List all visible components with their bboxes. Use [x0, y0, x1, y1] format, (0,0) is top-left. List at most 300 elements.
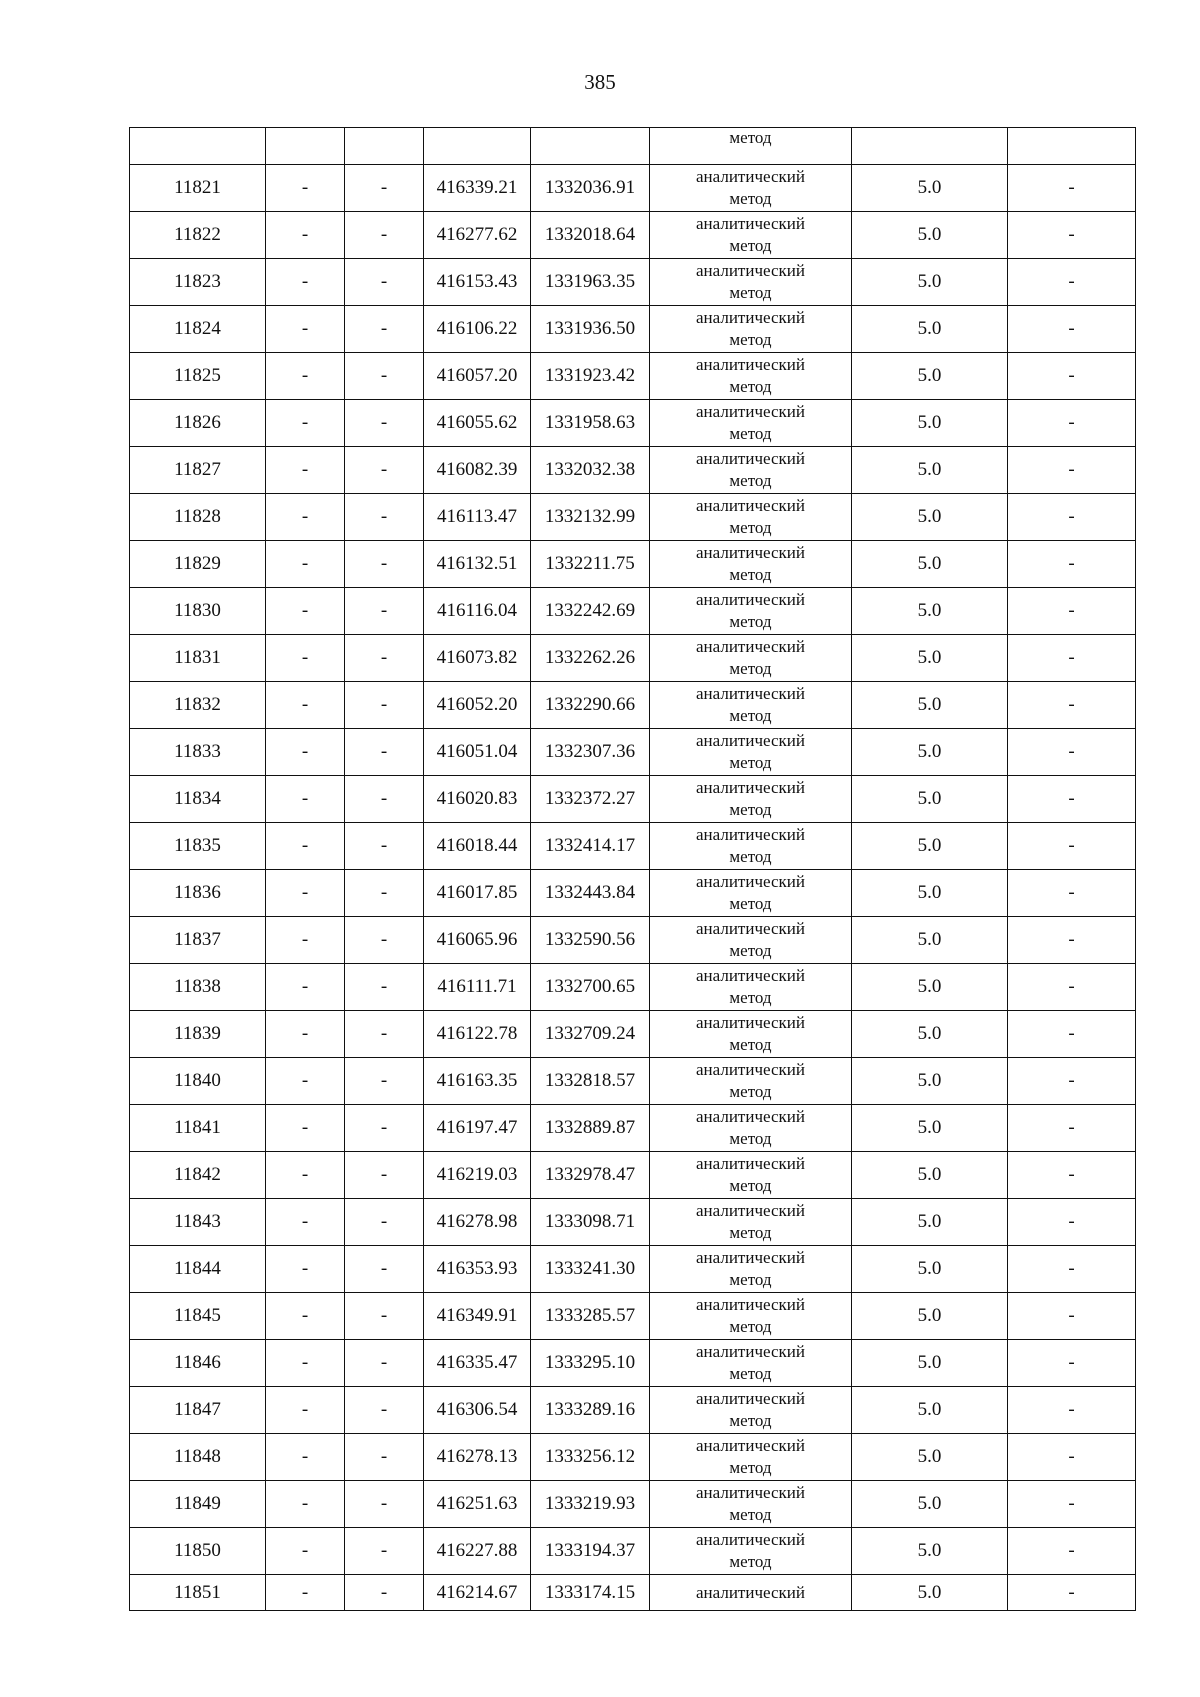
cell-accuracy: 5.0 — [852, 776, 1008, 823]
method-line-2: метод — [729, 847, 772, 866]
method-line-1: аналитический — [696, 167, 805, 186]
cell-note: - — [1008, 1434, 1136, 1481]
method-line-1: аналитический — [696, 1013, 805, 1032]
cell-x: 416065.96 — [424, 917, 531, 964]
cell-a: - — [266, 1528, 345, 1575]
cell-y: 1333174.15 — [531, 1575, 650, 1611]
cell-y: 1333295.10 — [531, 1340, 650, 1387]
method-line-2: метод — [729, 706, 772, 725]
cell-b: - — [345, 1293, 424, 1340]
cell-y: 1332242.69 — [531, 588, 650, 635]
cell-x: 416278.98 — [424, 1199, 531, 1246]
cell-b — [345, 128, 424, 165]
method-line-2: метод — [729, 1505, 772, 1524]
table-row — [130, 165, 1136, 212]
method-line-2: метод — [729, 424, 772, 443]
cell-accuracy: 5.0 — [852, 165, 1008, 212]
cell-accuracy: 5.0 — [852, 1481, 1008, 1528]
method-line-2: метод — [729, 330, 772, 349]
cell-method — [650, 165, 852, 212]
cell-point-id: 11838 — [130, 964, 266, 1011]
cell-a: - — [266, 259, 345, 306]
cell-x: 416227.88 — [424, 1528, 531, 1575]
method-line-1: аналитический — [696, 1389, 805, 1408]
cell-method — [650, 353, 852, 400]
cell-y: 1332290.66 — [531, 682, 650, 729]
page-number: 385 — [584, 70, 616, 94]
method-line-1: аналитический — [696, 1530, 805, 1549]
cell-point-id: 11845 — [130, 1293, 266, 1340]
cell-b: - — [345, 212, 424, 259]
table-row — [130, 776, 1136, 823]
cell-y: 1332372.27 — [531, 776, 650, 823]
cell-b: - — [345, 353, 424, 400]
cell-x: 416055.62 — [424, 400, 531, 447]
table-row — [130, 1387, 1136, 1434]
method-line-1: аналитический — [696, 872, 805, 891]
cell-accuracy: 5.0 — [852, 682, 1008, 729]
cell-accuracy: 5.0 — [852, 964, 1008, 1011]
method-line-2: метод — [729, 128, 772, 147]
cell-accuracy: 5.0 — [852, 400, 1008, 447]
table-row — [130, 1011, 1136, 1058]
method-line-1: аналитический — [696, 1342, 805, 1361]
cell-method — [650, 917, 852, 964]
cell-a: - — [266, 1387, 345, 1434]
cell-a: - — [266, 165, 345, 212]
cell-point-id: 11848 — [130, 1434, 266, 1481]
cell-point-id: 11842 — [130, 1152, 266, 1199]
cell-b: - — [345, 494, 424, 541]
cell-y: 1332414.17 — [531, 823, 650, 870]
table-body — [130, 128, 1136, 1611]
cell-method — [650, 447, 852, 494]
cell-accuracy: 5.0 — [852, 259, 1008, 306]
cell-method — [650, 1011, 852, 1058]
cell-method — [650, 1152, 852, 1199]
cell-accuracy: 5.0 — [852, 1575, 1008, 1611]
cell-x: 416219.03 — [424, 1152, 531, 1199]
cell-note: - — [1008, 776, 1136, 823]
cell-b: - — [345, 1011, 424, 1058]
cell-method — [650, 870, 852, 917]
cell-point-id: 11830 — [130, 588, 266, 635]
table-row — [130, 635, 1136, 682]
cell-y: 1332132.99 — [531, 494, 650, 541]
cell-point-id: 11829 — [130, 541, 266, 588]
table-row — [130, 306, 1136, 353]
cell-note: - — [1008, 1481, 1136, 1528]
method-line-1: аналитический — [696, 1483, 805, 1502]
cell-a: - — [266, 635, 345, 682]
cell-a: - — [266, 1575, 345, 1611]
cell-note: - — [1008, 823, 1136, 870]
cell-y: 1332443.84 — [531, 870, 650, 917]
method-line-2: метод — [729, 1129, 772, 1148]
cell-point-id: 11846 — [130, 1340, 266, 1387]
cell-y: 1332211.75 — [531, 541, 650, 588]
cell-b: - — [345, 1575, 424, 1611]
table-row — [130, 588, 1136, 635]
cell-b: - — [345, 1340, 424, 1387]
method-line-2: метод — [729, 1552, 772, 1571]
cell-a: - — [266, 1340, 345, 1387]
table-row — [130, 682, 1136, 729]
cell-b: - — [345, 1152, 424, 1199]
method-line-1: аналитический — [696, 1060, 805, 1079]
cell-b: - — [345, 1246, 424, 1293]
cell-y: 1331963.35 — [531, 259, 650, 306]
method-line-1: аналитический — [696, 261, 805, 280]
method-line-2: метод — [729, 894, 772, 913]
cell-x: 416113.47 — [424, 494, 531, 541]
cell-x: 416017.85 — [424, 870, 531, 917]
method-line-1: аналитический — [696, 778, 805, 797]
cell-point-id: 11849 — [130, 1481, 266, 1528]
cell-accuracy: 5.0 — [852, 823, 1008, 870]
cell-y: 1333289.16 — [531, 1387, 650, 1434]
method-line-2: метод — [729, 236, 772, 255]
cell-a: - — [266, 964, 345, 1011]
method-line-1: аналитический — [696, 1201, 805, 1220]
method-line-2: метод — [729, 283, 772, 302]
cell-note: - — [1008, 1058, 1136, 1105]
table-row — [130, 964, 1136, 1011]
cell-y: 1332307.36 — [531, 729, 650, 776]
method-line-1: аналитический — [696, 1436, 805, 1455]
cell-accuracy: 5.0 — [852, 1105, 1008, 1152]
cell-note: - — [1008, 1528, 1136, 1575]
cell-x: 416277.62 — [424, 212, 531, 259]
cell-y: 1331958.63 — [531, 400, 650, 447]
cell-note: - — [1008, 353, 1136, 400]
cell-method — [650, 128, 852, 165]
cell-b: - — [345, 1058, 424, 1105]
cell-accuracy: 5.0 — [852, 1199, 1008, 1246]
cell-accuracy: 5.0 — [852, 353, 1008, 400]
cell-accuracy: 5.0 — [852, 1011, 1008, 1058]
cell-note: - — [1008, 1152, 1136, 1199]
method-line-1: аналитический — [696, 402, 805, 421]
cell-y: 1332978.47 — [531, 1152, 650, 1199]
cell-b: - — [345, 682, 424, 729]
cell-note: - — [1008, 1105, 1136, 1152]
cell-note: - — [1008, 494, 1136, 541]
method-line-2: метод — [729, 1035, 772, 1054]
cell-b: - — [345, 870, 424, 917]
cell-y: 1332709.24 — [531, 1011, 650, 1058]
cell-x: 416073.82 — [424, 635, 531, 682]
cell-y: 1333194.37 — [531, 1528, 650, 1575]
cell-point-id: 11839 — [130, 1011, 266, 1058]
table-row — [130, 1575, 1136, 1611]
table-row — [130, 1152, 1136, 1199]
cell-y: 1332018.64 — [531, 212, 650, 259]
cell-note: - — [1008, 729, 1136, 776]
method-line-1: аналитический — [696, 1107, 805, 1126]
cell-accuracy: 5.0 — [852, 212, 1008, 259]
method-line-2: метод — [729, 1364, 772, 1383]
cell-x: 416163.35 — [424, 1058, 531, 1105]
cell-accuracy: 5.0 — [852, 1152, 1008, 1199]
table-row — [130, 447, 1136, 494]
table-row — [130, 917, 1136, 964]
cell-note: - — [1008, 259, 1136, 306]
cell-y: 1332036.91 — [531, 165, 650, 212]
cell-method — [650, 1199, 852, 1246]
cell-b: - — [345, 165, 424, 212]
table-row — [130, 353, 1136, 400]
cell-x: 416339.21 — [424, 165, 531, 212]
cell-note: - — [1008, 165, 1136, 212]
method-line-2: метод — [729, 612, 772, 631]
method-line-1: аналитический — [696, 496, 805, 515]
cell-b: - — [345, 1387, 424, 1434]
cell-method — [650, 1246, 852, 1293]
cell-note: - — [1008, 400, 1136, 447]
cell-method — [650, 635, 852, 682]
cell-note: - — [1008, 212, 1136, 259]
cell-accuracy: 5.0 — [852, 1434, 1008, 1481]
cell-point-id: 11824 — [130, 306, 266, 353]
method-line-1: аналитический — [696, 919, 805, 938]
method-line-1: аналитический — [696, 590, 805, 609]
method-line-1: аналитический — [696, 1154, 805, 1173]
table-row — [130, 212, 1136, 259]
cell-a: - — [266, 1481, 345, 1528]
cell-y: 1333219.93 — [531, 1481, 650, 1528]
table-row — [130, 1528, 1136, 1575]
table-row — [130, 1246, 1136, 1293]
cell-b: - — [345, 1199, 424, 1246]
cell-accuracy: 5.0 — [852, 1340, 1008, 1387]
cell-b: - — [345, 964, 424, 1011]
cell-note: - — [1008, 870, 1136, 917]
cell-method — [650, 823, 852, 870]
cell-y: 1333285.57 — [531, 1293, 650, 1340]
cell-a: - — [266, 588, 345, 635]
cell-a: - — [266, 1246, 345, 1293]
table-row — [130, 870, 1136, 917]
cell-method — [650, 1575, 852, 1611]
cell-accuracy — [852, 128, 1008, 165]
method-line-1: аналитический — [696, 1248, 805, 1267]
method-line-2: метод — [729, 800, 772, 819]
cell-x: 416122.78 — [424, 1011, 531, 1058]
cell-y: 1332032.38 — [531, 447, 650, 494]
cell-accuracy: 5.0 — [852, 494, 1008, 541]
cell-method — [650, 1105, 852, 1152]
cell-note: - — [1008, 447, 1136, 494]
cell-note: - — [1008, 1340, 1136, 1387]
cell-b: - — [345, 635, 424, 682]
cell-a: - — [266, 1011, 345, 1058]
method-line-1: аналитический — [696, 1295, 805, 1314]
cell-x: 416116.04 — [424, 588, 531, 635]
cell-note: - — [1008, 588, 1136, 635]
method-line-1: аналитический — [696, 825, 805, 844]
method-line-2: метод — [729, 1458, 772, 1477]
cell-note: - — [1008, 682, 1136, 729]
cell-point-id: 11831 — [130, 635, 266, 682]
method-line-2: метод — [729, 471, 772, 490]
table-row-continued — [130, 128, 1136, 165]
cell-note: - — [1008, 1199, 1136, 1246]
table-row — [130, 259, 1136, 306]
cell-b: - — [345, 1481, 424, 1528]
method-line-2: метод — [729, 1176, 772, 1195]
cell-y: 1332590.56 — [531, 917, 650, 964]
method-line-1: аналитический — [696, 308, 805, 327]
method-line-2: метод — [729, 988, 772, 1007]
cell-b: - — [345, 306, 424, 353]
cell-x: 416106.22 — [424, 306, 531, 353]
cell-y: 1333256.12 — [531, 1434, 650, 1481]
cell-b: - — [345, 917, 424, 964]
method-line-2: метод — [729, 753, 772, 772]
cell-x: 416153.43 — [424, 259, 531, 306]
method-line-2: метод — [729, 518, 772, 537]
cell-a: - — [266, 1105, 345, 1152]
table-row — [130, 1199, 1136, 1246]
cell-accuracy: 5.0 — [852, 447, 1008, 494]
method-line-2: метод — [729, 189, 772, 208]
cell-a: - — [266, 494, 345, 541]
cell-x: 416020.83 — [424, 776, 531, 823]
cell-y — [531, 128, 650, 165]
cell-method — [650, 306, 852, 353]
cell-point-id: 11827 — [130, 447, 266, 494]
cell-method — [650, 494, 852, 541]
method-line-1: аналитический — [696, 637, 805, 656]
method-line-2: метод — [729, 941, 772, 960]
cell-y: 1331936.50 — [531, 306, 650, 353]
method-line-1: аналитический — [696, 684, 805, 703]
cell-point-id: 11851 — [130, 1575, 266, 1611]
method-line-2: метод — [729, 1223, 772, 1242]
cell-method — [650, 1528, 852, 1575]
cell-note: - — [1008, 635, 1136, 682]
cell-a: - — [266, 353, 345, 400]
cell-point-id: 11821 — [130, 165, 266, 212]
cell-y: 1332262.26 — [531, 635, 650, 682]
cell-point-id: 11835 — [130, 823, 266, 870]
cell-note: - — [1008, 964, 1136, 1011]
cell-accuracy: 5.0 — [852, 1387, 1008, 1434]
cell-b: - — [345, 823, 424, 870]
table-row — [130, 1481, 1136, 1528]
cell-point-id: 11841 — [130, 1105, 266, 1152]
cell-accuracy: 5.0 — [852, 306, 1008, 353]
cell-x: 416111.71 — [424, 964, 531, 1011]
table-row — [130, 1340, 1136, 1387]
cell-b: - — [345, 1105, 424, 1152]
cell-accuracy: 5.0 — [852, 1293, 1008, 1340]
method-line-1: аналитический — [696, 355, 805, 374]
cell-x: 416197.47 — [424, 1105, 531, 1152]
cell-note: - — [1008, 1575, 1136, 1611]
method-line-1: аналитический — [696, 966, 805, 985]
cell-a: - — [266, 1434, 345, 1481]
method-line-2: метод — [729, 1270, 772, 1289]
cell-a: - — [266, 541, 345, 588]
cell-accuracy: 5.0 — [852, 729, 1008, 776]
method-line-2: метод — [729, 565, 772, 584]
table-row — [130, 1058, 1136, 1105]
cell-method — [650, 1293, 852, 1340]
cell-y: 1332700.65 — [531, 964, 650, 1011]
cell-a: - — [266, 870, 345, 917]
cell-note: - — [1008, 1293, 1136, 1340]
cell-x: 416018.44 — [424, 823, 531, 870]
cell-a: - — [266, 306, 345, 353]
cell-point-id: 11822 — [130, 212, 266, 259]
table-row — [130, 541, 1136, 588]
cell-accuracy: 5.0 — [852, 635, 1008, 682]
cell-y: 1333098.71 — [531, 1199, 650, 1246]
cell-y: 1332818.57 — [531, 1058, 650, 1105]
method-line-2: метод — [729, 1317, 772, 1336]
cell-accuracy: 5.0 — [852, 1058, 1008, 1105]
cell-b: - — [345, 447, 424, 494]
cell-point-id: 11844 — [130, 1246, 266, 1293]
cell-x: 416306.54 — [424, 1387, 531, 1434]
cell-point-id: 11834 — [130, 776, 266, 823]
cell-x: 416132.51 — [424, 541, 531, 588]
cell-point-id: 11837 — [130, 917, 266, 964]
cell-accuracy: 5.0 — [852, 541, 1008, 588]
cell-a: - — [266, 400, 345, 447]
cell-point-id: 11832 — [130, 682, 266, 729]
cell-a: - — [266, 1199, 345, 1246]
table-row — [130, 1434, 1136, 1481]
cell-accuracy: 5.0 — [852, 1246, 1008, 1293]
cell-point-id: 11836 — [130, 870, 266, 917]
method-line-1: аналитический — [696, 214, 805, 233]
cell-note: - — [1008, 917, 1136, 964]
cell-point-id: 11850 — [130, 1528, 266, 1575]
table-row — [130, 823, 1136, 870]
method-line-1: аналитический — [696, 1582, 805, 1602]
cell-a: - — [266, 682, 345, 729]
cell-note: - — [1008, 541, 1136, 588]
cell-x: 416251.63 — [424, 1481, 531, 1528]
cell-point-id: 11847 — [130, 1387, 266, 1434]
cell-a: - — [266, 212, 345, 259]
cell-accuracy: 5.0 — [852, 1528, 1008, 1575]
cell-a — [266, 128, 345, 165]
cell-method — [650, 588, 852, 635]
cell-b: - — [345, 1528, 424, 1575]
cell-point-id: 11826 — [130, 400, 266, 447]
cell-method — [650, 212, 852, 259]
cell-x: 416082.39 — [424, 447, 531, 494]
cell-point-id — [130, 128, 266, 165]
cell-method — [650, 776, 852, 823]
cell-method — [650, 1340, 852, 1387]
cell-b: - — [345, 776, 424, 823]
cell-b: - — [345, 1434, 424, 1481]
cell-a: - — [266, 729, 345, 776]
cell-method — [650, 729, 852, 776]
cell-x: 416057.20 — [424, 353, 531, 400]
cell-method — [650, 682, 852, 729]
cell-x: 416353.93 — [424, 1246, 531, 1293]
cell-method — [650, 1481, 852, 1528]
coordinates-table — [129, 127, 1136, 1611]
cell-a: - — [266, 776, 345, 823]
cell-point-id: 11840 — [130, 1058, 266, 1105]
